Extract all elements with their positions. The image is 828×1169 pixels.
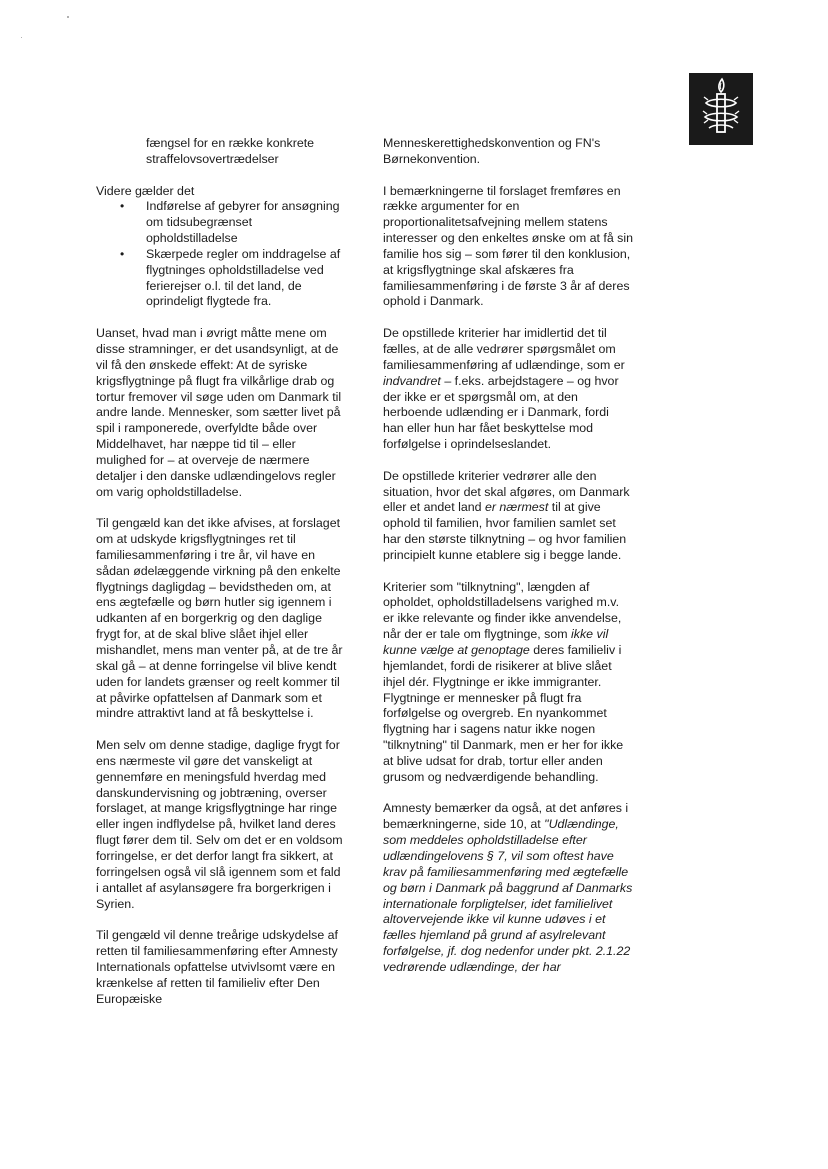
scan-speck — [67, 16, 69, 18]
paragraph: Til gengæld vil denne treårige udskydelse af retten til familiesammenføring efter Amnesty Internationals opfattelse utvivlsomt være en krænkelse af retten til familieliv efter Den Europæiske — [96, 928, 338, 1006]
bullet-item — [96, 199, 346, 247]
paragraph-text: til at give ophold til familien, hvor familien samlet set har den største tilknytning – og hvor familien principielt kunne etablere sig i begge lande. — [383, 500, 627, 562]
emphasis-text: indvandret — [383, 373, 441, 388]
paragraph-text: De opstillede kriterier har imidlertid det til fælles, at de alle vedrører spørgsmålet om familiesammenføring af udlændinge, som er — [383, 326, 625, 372]
right-continuation-text: Menneskerettighedskonvention og FN's Børnekonvention. — [383, 136, 601, 166]
bullet-intro: Videre gælder det — [96, 183, 195, 198]
paragraph — [383, 580, 633, 786]
left-column — [96, 136, 346, 1023]
paragraph — [383, 326, 633, 453]
paragraph: Til gengæld kan det ikke afvises, at forslaget om at udskyde krigsflygtninges ret til familiesammenføring i tre år, vil have en sådan ødelæggende virkning på den enkelte flygtnings dagligdag – bevidstheden om, at ens ægtefælle og børn hutler sig igennem i udkanten af en borgerkrig og den daglige frygt for, at de skal blive slået ihjel eller mishandlet, mens man venter på, at de tre år skal gå – at denne forringelse vil blive kendt uden for landets grænser og reelt kommer til at påvirke opfattelsen af Danmark som et mindre attraktivt land at få beskyttelse i. — [96, 516, 343, 721]
paragraph: Men selv om denne stadige, daglige frygt for ens nærmeste vil gøre det vanskeligt at gennemføre en meningsfuld hverdag med danskundervisning og jobtræning, overser forslaget, at mange krigsflygtninge har ringe eller ingen indflydelse på, hvilket land deres flugt fører dem til. Selv om det er en voldsom forringelse, er det derfor langt fra sikkert, at forringelsen også vil slå igennem som et fald i antallet af asylansøgere fra borgerkrigen i Syrien. — [96, 738, 343, 911]
emphasis-text: er nærmest — [484, 500, 549, 515]
scan-speck — [21, 37, 22, 38]
paragraph-text: De opstillede kriterier vedrører alle den situation, hvor det skal afgøres, om Danmark eller et andet land — [383, 468, 630, 515]
paragraph-text: – f.eks. arbejdstagere – og hvor der ikke er et spørgsmål om, at den herboende udlænding er i Danmark, fordi han eller hun har fået beskyttelse mod forfølgelse i oprindelseslandet. — [383, 373, 619, 452]
bullet-symbol: • — [120, 246, 125, 261]
quote-text: "Udlændinge, som meddeles opholdstilladelse efter udlændingelovens § 7, vil som oftest have krav på familiesammenføring med ægtefælle og børn i Danmark på baggrund af Danmarks internationale forpligtelser, idet familielivet altovervejende ikke vil kunne udøves i et fælles hjemland på grund af asylrelevant forfølgelse, jf. dog nedenfor under pkt. 2.1.22 vedrørende udlændinge, der har — [383, 817, 633, 974]
emphasis-text: ikke vil kunne vælge at genoptage — [383, 627, 609, 657]
paragraph — [383, 469, 633, 564]
paragraph: I bemærkningerne til forslaget fremføres en række argumenter for en proportionalitetsafvejning mellem statens interesser og den enkeltes ønske om at få sin familie hos sig – som fører til den konklusion, at krigsflygtninge skal afskæres fra familiesammenføring i de første 3 år af deres ophold i Danmark. — [383, 183, 634, 309]
amnesty-logo — [689, 73, 753, 145]
paragraph-text: Kriterier som "tilknytning", længden af opholdet, opholdstilladelsens varighed m.v. er ikke relevante og finder ikke anvendelse, når der er tale om flygtninge, som — [383, 579, 622, 642]
amnesty-candle-in-barbed-wire-icon — [689, 73, 753, 145]
bullet-text: Skærpede regler om inddragelse af flygtninges opholdstilladelse ved ferierejser o.l. til det land, de oprindeligt flygtede fra. — [146, 246, 341, 309]
paragraph-text: deres familieliv i hjemlandet, fordi de risikerer at blive slået ihjel dér. Flygtninge er ikke immigranter. Flygtninge er mennesker på flugt fra forfølgelse og overgreb. En nyankommet flygtning har i sagens natur ikke nogen "tilknytning" til Danmark, men er her for ikke at blive udsat for drab, tortur eller anden grusom og nedværdigende behandling. — [383, 643, 624, 784]
left-continuation-text: fængsel for en række konkrete straffelovsovertrædelser — [146, 136, 315, 166]
bullet-list — [96, 199, 346, 310]
paragraph — [383, 801, 633, 975]
bullet-item — [96, 247, 346, 310]
paragraph: Uanset, hvad man i øvrigt måtte mene om disse stramninger, er det usandsynligt, at de vil få den ønskede effekt: At de syriske krigsflygtninge på flugt fra vilkårlige drab og tortur fremover vil søge uden om Danmark til andre lande. Mennesker, som sætter livet på spil i ramponerede, overfyldte både over Middelhavet, har næppe tid til – eller mulighed for – at overveje de nærmere detaljer i den danske udlændingelovs regler om varig opholdstilladelse. — [96, 326, 342, 499]
bullet-symbol: • — [120, 199, 125, 214]
bullet-text: Indførelse af gebyrer for ansøgning om tidsubegrænset opholdstilladelse — [146, 199, 340, 246]
right-column — [383, 136, 633, 992]
paragraph-text: Amnesty bemærker da også, at det anføres i bemærkningerne, side 10, at — [383, 801, 629, 832]
